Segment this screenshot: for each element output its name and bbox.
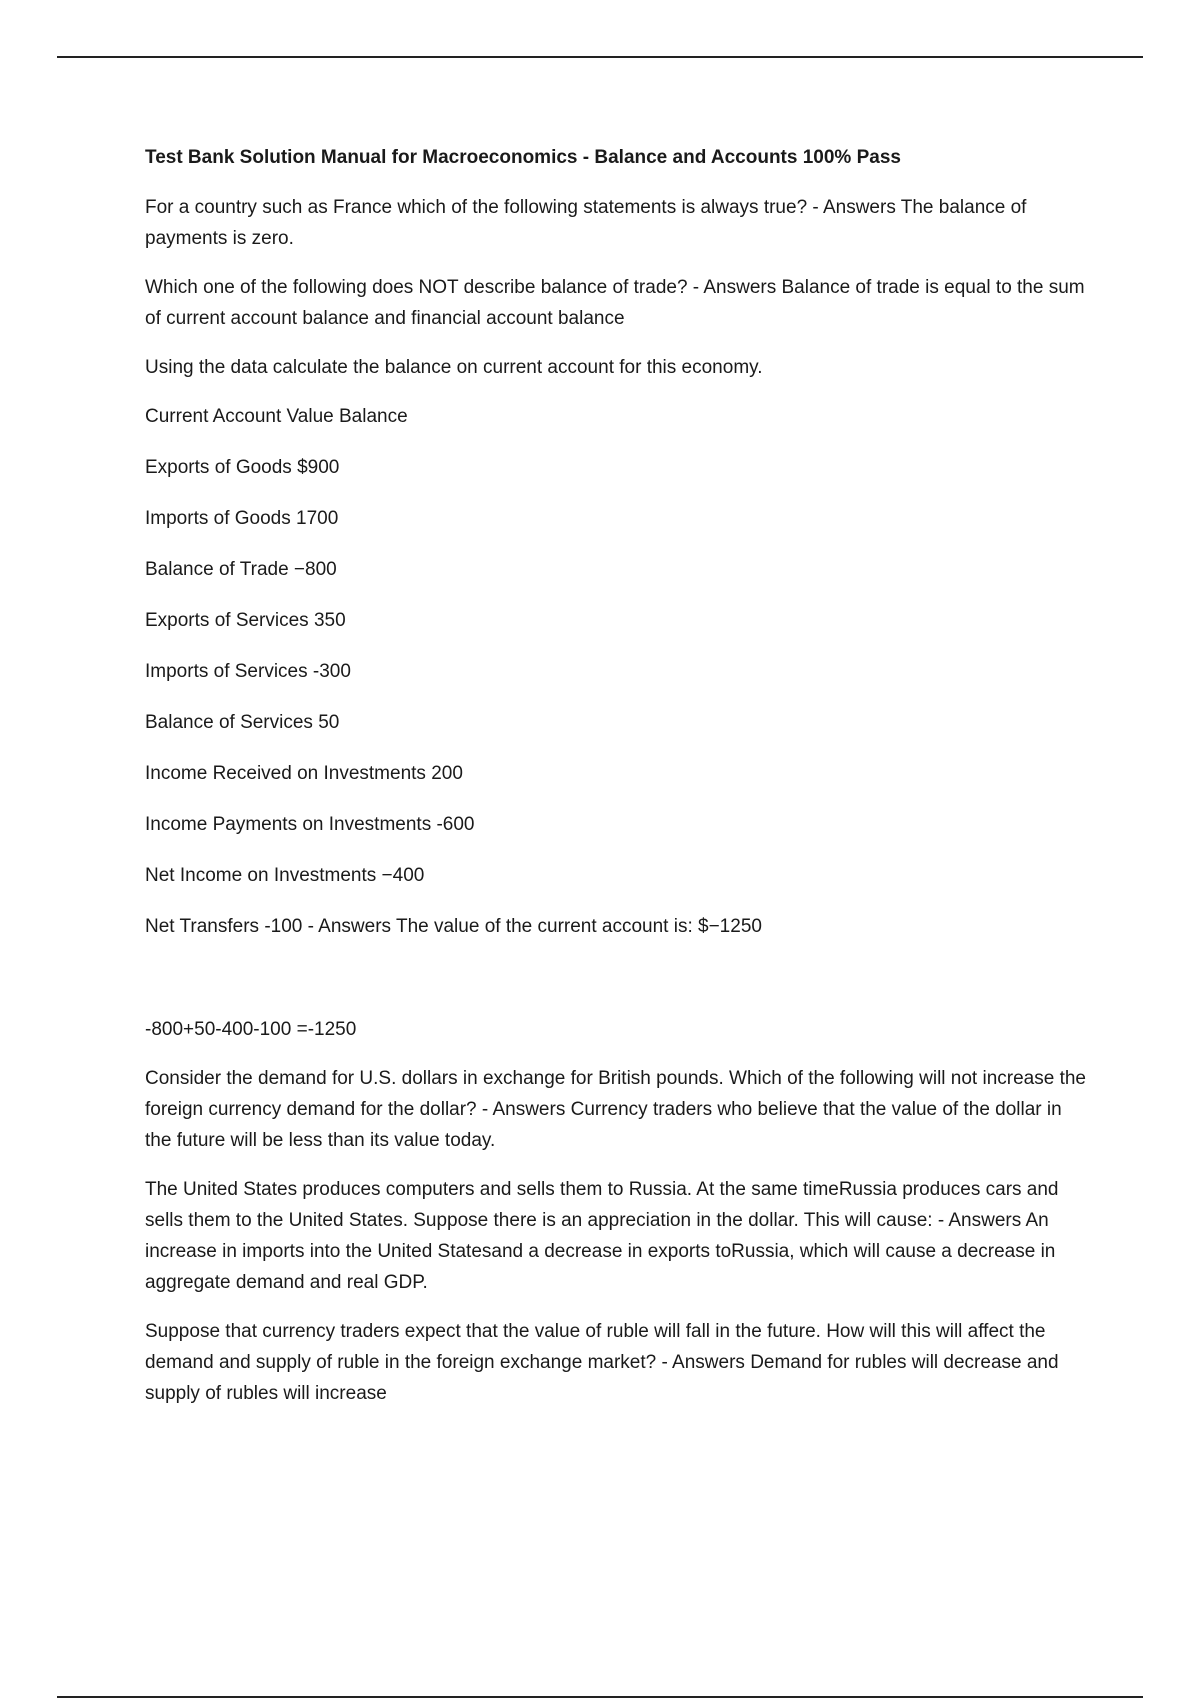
data-line: Balance of Services 50 [145, 712, 340, 733]
top-rule [57, 56, 1143, 58]
calculation-line: -800+50-400-100 =-1250 [145, 1019, 357, 1040]
data-line: Net Income on Investments −400 [145, 865, 425, 886]
data-line: Exports of Services 350 [145, 610, 346, 631]
data-line: Balance of Trade −800 [145, 559, 337, 580]
question-france-balance: For a country such as France which of the following statements is always true? - Answers The balance of payments is zero. [145, 197, 1027, 249]
data-line: Net Transfers -100 - Answers The value of the current account is: $−1250 [145, 916, 762, 937]
data-line: Current Account Value Balance [145, 406, 408, 427]
current-account-data-list [145, 401, 1090, 942]
data-line: Imports of Services -300 [145, 661, 351, 682]
data-line: Income Payments on Investments -600 [145, 814, 475, 835]
document-body [145, 144, 1090, 1427]
data-line: Exports of Goods $900 [145, 457, 340, 478]
question-dollar-demand: Consider the demand for U.S. dollars in exchange for British pounds. Which of the following will not increase the foreign currency demand for the dollar? - Answers Currency traders who believe that the value of the dollar in the future will be less than its value today. [145, 1068, 1086, 1151]
bottom-rule [57, 1696, 1143, 1698]
blank-space [145, 962, 1090, 1014]
question-current-account-intro: Using the data calculate the balance on current account for this economy. [145, 357, 763, 378]
question-ruble-expectation: Suppose that currency traders expect that the value of ruble will fall in the future. How will this will affect the demand and supply of ruble in the foreign exchange market? - Answers Demand for rubles will decrease and supply of rubles will increase [145, 1321, 1059, 1404]
question-balance-of-trade: Which one of the following does NOT describe balance of trade? - Answers Balance of trade is equal to the sum of current account balance and financial account balance [145, 277, 1085, 329]
data-line: Imports of Goods 1700 [145, 508, 339, 529]
question-us-russia-trade: The United States produces computers and sells them to Russia. At the same timeRussia produces cars and sells them to the United States. Suppose there is an appreciation in the dollar. This will cause: - Answers An increase in imports into the United Statesand a decrease in exports toRussia, which will cause a decrease in aggregate demand and real GDP. [145, 1179, 1059, 1293]
data-line: Income Received on Investments 200 [145, 763, 463, 784]
document-title: Test Bank Solution Manual for Macroeconomics - Balance and Accounts 100% Pass [145, 147, 901, 168]
